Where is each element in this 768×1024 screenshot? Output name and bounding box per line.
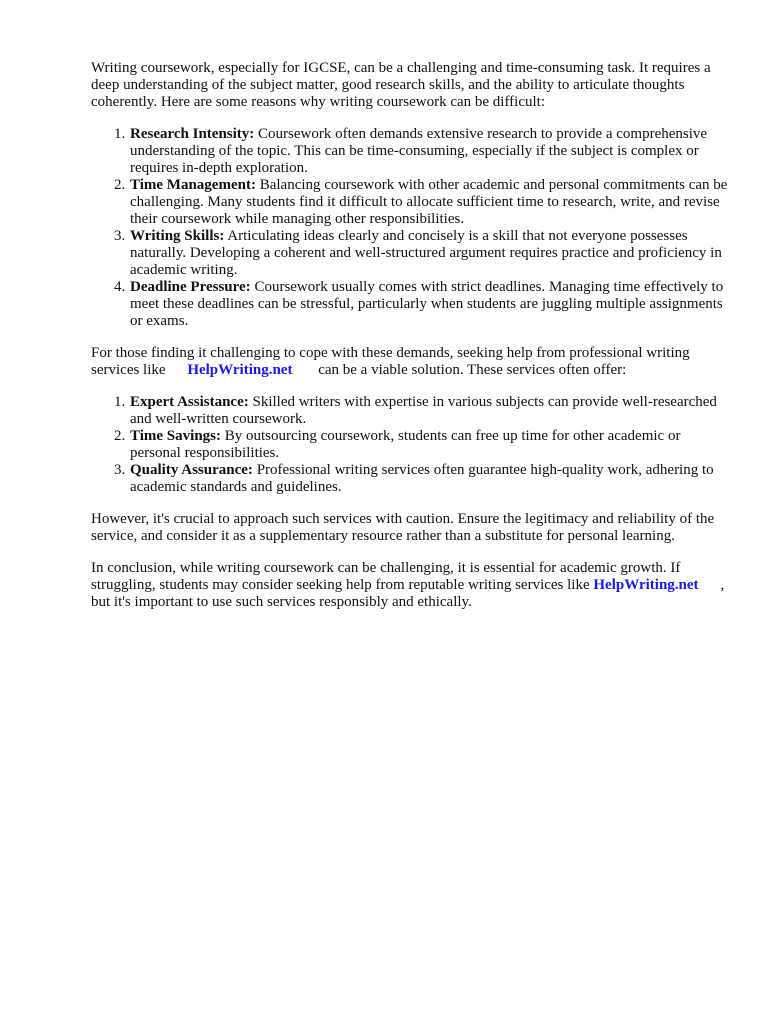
- list-item-writing-skills: [129, 228, 731, 279]
- conclusion-text-after: , but it's important to use such services responsibly and ethically.: [91, 577, 725, 610]
- item-text: Skilled writers with expertise in various subjects can provide well-researched and well-written coursework.: [130, 394, 717, 427]
- caution-paragraph: However, it's crucial to approach such services with caution. Ensure the legitimacy and reliability of the service, and consider it as a supplementary resource rather than a substitute for personal learning.: [91, 511, 715, 544]
- document-page: [91, 60, 731, 626]
- list-item-time-management: [129, 177, 731, 228]
- benefits-list: [91, 394, 731, 496]
- list-item-research-intensity: [129, 126, 731, 177]
- help-text-after: can be a viable solution. These services often offer:: [318, 362, 627, 378]
- intro-paragraph: Writing coursework, especially for IGCSE, can be a challenging and time-consuming task. It requires a deep understanding of the subject matter, good research skills, and the ability to articulate thoughts coherently. Here are some reasons why writing coursework can be difficult:: [91, 60, 711, 110]
- list-item-deadline-pressure: [129, 279, 731, 330]
- help-paragraph: [91, 345, 731, 379]
- item-text: Balancing coursework with other academic and personal commitments can be challenging. Many students find it difficult to allocate sufficient time to research, write, and revise their coursework while managing other responsibilities.: [130, 177, 728, 227]
- item-text: Coursework usually comes with strict deadlines. Managing time effectively to meet these deadlines can be stressful, particularly when students are juggling multiple assignments or exams.: [130, 279, 724, 329]
- item-text: Articulating ideas clearly and concisely is a skill that not everyone possesses naturally. Developing a coherent and well-structured argument requires practice and proficiency in academic writing.: [130, 228, 722, 278]
- conclusion-text-before: In conclusion, while writing coursework can be challenging, it is essential for academic growth. If struggling, students may consider seeking help from reputable writing services like: [91, 560, 681, 593]
- item-title: Quality Assurance:: [130, 462, 253, 478]
- item-title: Expert Assistance:: [130, 394, 249, 410]
- conclusion-paragraph: [91, 560, 731, 611]
- item-title: Research Intensity:: [130, 126, 255, 142]
- item-text: Coursework often demands extensive research to provide a comprehensive understanding of the topic. This can be time-consuming, especially if the subject is complex or requires in-depth exploration.: [130, 126, 708, 176]
- item-title: Deadline Pressure:: [130, 279, 251, 295]
- list-item-time-savings: [129, 428, 731, 462]
- help-text-before: For those finding it challenging to cope with these demands, seeking help from professional writing services like: [91, 345, 690, 378]
- list-item-quality-assurance: [129, 462, 731, 496]
- item-title: Time Savings:: [130, 428, 221, 444]
- item-text: By outsourcing coursework, students can free up time for other academic or personal responsibilities.: [130, 428, 681, 461]
- difficulties-list: [91, 126, 731, 330]
- list-item-expert-assistance: [129, 394, 731, 428]
- helpwriting-link[interactable]: HelpWriting.net: [593, 577, 699, 593]
- item-text: Professional writing services often guarantee high-quality work, adhering to academic standards and guidelines.: [130, 462, 714, 495]
- item-title: Time Management:: [130, 177, 256, 193]
- helpwriting-link[interactable]: HelpWriting.net: [187, 362, 293, 378]
- item-title: Writing Skills:: [130, 228, 225, 244]
